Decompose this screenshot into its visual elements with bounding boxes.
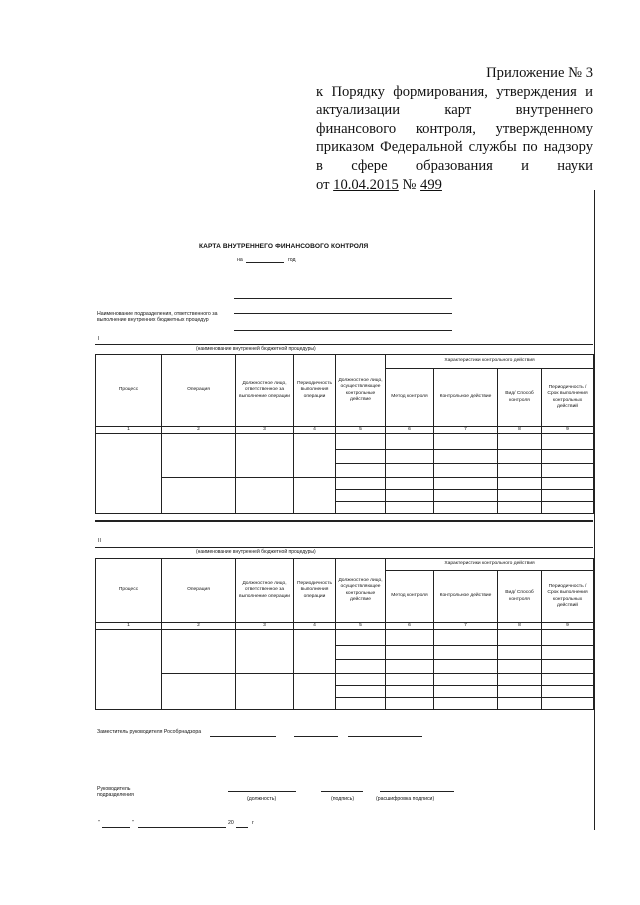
date-year-prefix: 20	[228, 820, 234, 826]
head-label	[97, 786, 134, 799]
table-cell	[386, 434, 434, 450]
table-cell	[434, 660, 498, 674]
signature-line	[210, 736, 276, 737]
form-year-label: год	[288, 257, 296, 263]
table-cell	[294, 478, 336, 514]
section-line	[95, 547, 593, 548]
table-cell	[542, 502, 594, 514]
header-action: Контрольное действие	[434, 571, 498, 623]
order-number-sign: №	[398, 176, 421, 193]
table-cell	[542, 646, 594, 660]
table-cell	[236, 434, 294, 478]
unit-blank-line	[234, 298, 452, 299]
table-cell	[434, 490, 498, 502]
col-number: 3	[236, 427, 294, 434]
header-term: Периодичность / Срок выполнения контрольных действий	[542, 571, 594, 623]
table-cell	[434, 698, 498, 710]
header-kind: Вид/ Способ контроля	[498, 571, 542, 623]
header-process: Процесс	[96, 559, 162, 623]
table-cell	[498, 630, 542, 646]
col-number: 4	[294, 623, 336, 630]
table-cell	[434, 630, 498, 646]
table-cell	[294, 674, 336, 710]
section-mark: II	[98, 538, 101, 544]
header-method: Метод контроля	[386, 571, 434, 623]
appendix-number: Приложение № 3	[486, 65, 593, 81]
table-cell	[498, 464, 542, 478]
col-number: 6	[386, 623, 434, 630]
table-cell	[542, 434, 594, 450]
header-operation: Операция	[162, 355, 236, 427]
col-number: 7	[434, 427, 498, 434]
table-cell	[386, 490, 434, 502]
table-cell	[542, 478, 594, 490]
table-cell	[294, 630, 336, 674]
col-number: 9	[542, 623, 594, 630]
table-cell	[498, 686, 542, 698]
date-year-line	[236, 827, 248, 828]
table-cell	[498, 646, 542, 660]
header-action: Контрольное действие	[434, 369, 498, 427]
table-cell	[96, 434, 162, 514]
form-on-prefix: на	[237, 257, 243, 263]
section-divider	[95, 520, 593, 522]
deputy-label: Заместитель руководителя Рособрнадзора	[97, 729, 202, 735]
table-cell	[386, 464, 434, 478]
table-cell	[498, 478, 542, 490]
header-controller: Должностное лицо, осуществляющее контрольные действие	[336, 355, 386, 427]
unit-label-line: Наименование подразделения, ответственного за	[97, 311, 218, 317]
table-cell	[236, 630, 294, 674]
appendix-text-line: финансового контроля, утвержденному	[316, 120, 593, 137]
procedure-caption: (наименование внутренней бюджетной процедуры)	[196, 346, 316, 352]
header-characteristics: Характеристики контрольного действия	[386, 355, 594, 369]
table-cell	[336, 674, 386, 686]
table-cell	[542, 450, 594, 464]
table-cell	[542, 698, 594, 710]
table-cell	[434, 450, 498, 464]
year-blank-line	[246, 262, 284, 263]
col-number: 2	[162, 623, 236, 630]
unit-blank-line	[234, 330, 452, 331]
table-cell	[498, 450, 542, 464]
decoding-line	[380, 791, 454, 792]
date-year-suffix: г	[252, 820, 254, 826]
col-number: 5	[336, 427, 386, 434]
order-date: 10.04.2015	[333, 176, 399, 193]
order-prefix: от	[316, 176, 334, 193]
position-line	[228, 791, 296, 792]
order-number: 499	[420, 176, 442, 193]
table-cell	[434, 478, 498, 490]
table-cell	[434, 686, 498, 698]
col-number: 4	[294, 427, 336, 434]
col-number: 3	[236, 623, 294, 630]
table-cell	[386, 686, 434, 698]
col-number: 1	[96, 427, 162, 434]
position-caption: (должность)	[247, 796, 277, 802]
col-number: 8	[498, 623, 542, 630]
header-controller: Должностное лицо, осуществляющее контрольные действие	[336, 559, 386, 623]
table-cell	[336, 698, 386, 710]
table-cell	[336, 478, 386, 490]
date-quote-close: "	[132, 820, 134, 826]
table-cell	[386, 630, 434, 646]
table-cell	[498, 660, 542, 674]
table-cell	[542, 630, 594, 646]
section-line	[95, 344, 593, 345]
table-cell	[386, 660, 434, 674]
appendix-text-line: актуализации карт внутреннего	[316, 102, 593, 119]
table-cell	[294, 434, 336, 478]
header-responsible: Должностное лицо, ответственное за выполнение операции	[236, 355, 294, 427]
col-number: 7	[434, 623, 498, 630]
table-cell	[336, 490, 386, 502]
table-cell	[498, 434, 542, 450]
table-cell	[162, 674, 236, 710]
table-cell	[336, 686, 386, 698]
header-periodicity: Периодичность выполнения операции	[294, 559, 336, 623]
header-method: Метод контроля	[386, 369, 434, 427]
procedure-caption: (наименование внутренней бюджетной процедуры)	[196, 549, 316, 555]
signature-caption: (подпись)	[331, 796, 355, 802]
table-cell	[162, 478, 236, 514]
table-cell	[162, 434, 236, 478]
table-cell	[336, 630, 386, 646]
col-number: 9	[542, 427, 594, 434]
header-kind: Вид/ Способ контроля	[498, 369, 542, 427]
table-cell	[498, 490, 542, 502]
table-cell	[434, 674, 498, 686]
unit-label-line: выполнение внутренних бюджетных процедур	[97, 317, 209, 324]
col-number: 6	[386, 427, 434, 434]
table-cell	[386, 478, 434, 490]
table-cell	[386, 674, 434, 686]
date-day-line	[102, 827, 130, 828]
col-number: 8	[498, 427, 542, 434]
col-number: 5	[336, 623, 386, 630]
section-mark: I	[98, 336, 100, 342]
unit-blank-line	[234, 313, 452, 314]
control-table-1	[95, 354, 594, 514]
table-cell	[162, 630, 236, 674]
head-label-line: Руководитель	[97, 786, 131, 792]
table-cell	[498, 674, 542, 686]
control-table-2	[95, 558, 594, 710]
head-label-line: подразделения	[97, 792, 134, 799]
table-cell	[386, 450, 434, 464]
header-process: Процесс	[96, 355, 162, 427]
header-term: Периодичность / Срок выполнения контрольных действий	[542, 369, 594, 427]
signature-line	[294, 736, 338, 737]
header-operation: Операция	[162, 559, 236, 623]
table-cell	[542, 674, 594, 686]
table-cell	[336, 646, 386, 660]
table-cell	[542, 660, 594, 674]
col-number: 2	[162, 427, 236, 434]
appendix-text-line: приказом Федеральной службы по надзору	[316, 139, 593, 156]
table-cell	[434, 434, 498, 450]
table-cell	[434, 646, 498, 660]
form-title: КАРТА ВНУТРЕННЕГО ФИНАНСОВОГО КОНТРОЛЯ	[199, 243, 369, 250]
header-characteristics: Характеристики контрольного действия	[386, 559, 594, 571]
table-cell	[236, 478, 294, 514]
signature-line	[321, 791, 363, 792]
appendix-text-line: к Порядку формирования, утверждения и	[316, 83, 593, 100]
table-cell	[336, 464, 386, 478]
table-cell	[542, 490, 594, 502]
table-cell	[386, 502, 434, 514]
table-cell	[386, 646, 434, 660]
header-periodicity: Периодичность выполнения операции	[294, 355, 336, 427]
date-month-line	[138, 827, 226, 828]
unit-label	[97, 311, 218, 324]
table-cell	[498, 698, 542, 710]
table-cell	[96, 630, 162, 710]
table-cell	[434, 502, 498, 514]
table-cell	[236, 674, 294, 710]
header-responsible: Должностное лицо, ответственное за выполнение операции	[236, 559, 294, 623]
table-cell	[434, 464, 498, 478]
decoding-caption: (расшифровка подписи)	[376, 796, 435, 802]
table-cell	[542, 686, 594, 698]
table-cell	[336, 660, 386, 674]
col-number: 1	[96, 623, 162, 630]
appendix-header	[316, 64, 593, 194]
table-cell	[542, 464, 594, 478]
table-cell	[336, 502, 386, 514]
table-cell	[498, 502, 542, 514]
table-cell	[386, 698, 434, 710]
table-cell	[336, 434, 386, 450]
date-quote-open: "	[98, 820, 100, 826]
table-cell	[336, 450, 386, 464]
appendix-text-line: в сфере образования и науки	[316, 157, 593, 174]
signature-line	[348, 736, 422, 737]
